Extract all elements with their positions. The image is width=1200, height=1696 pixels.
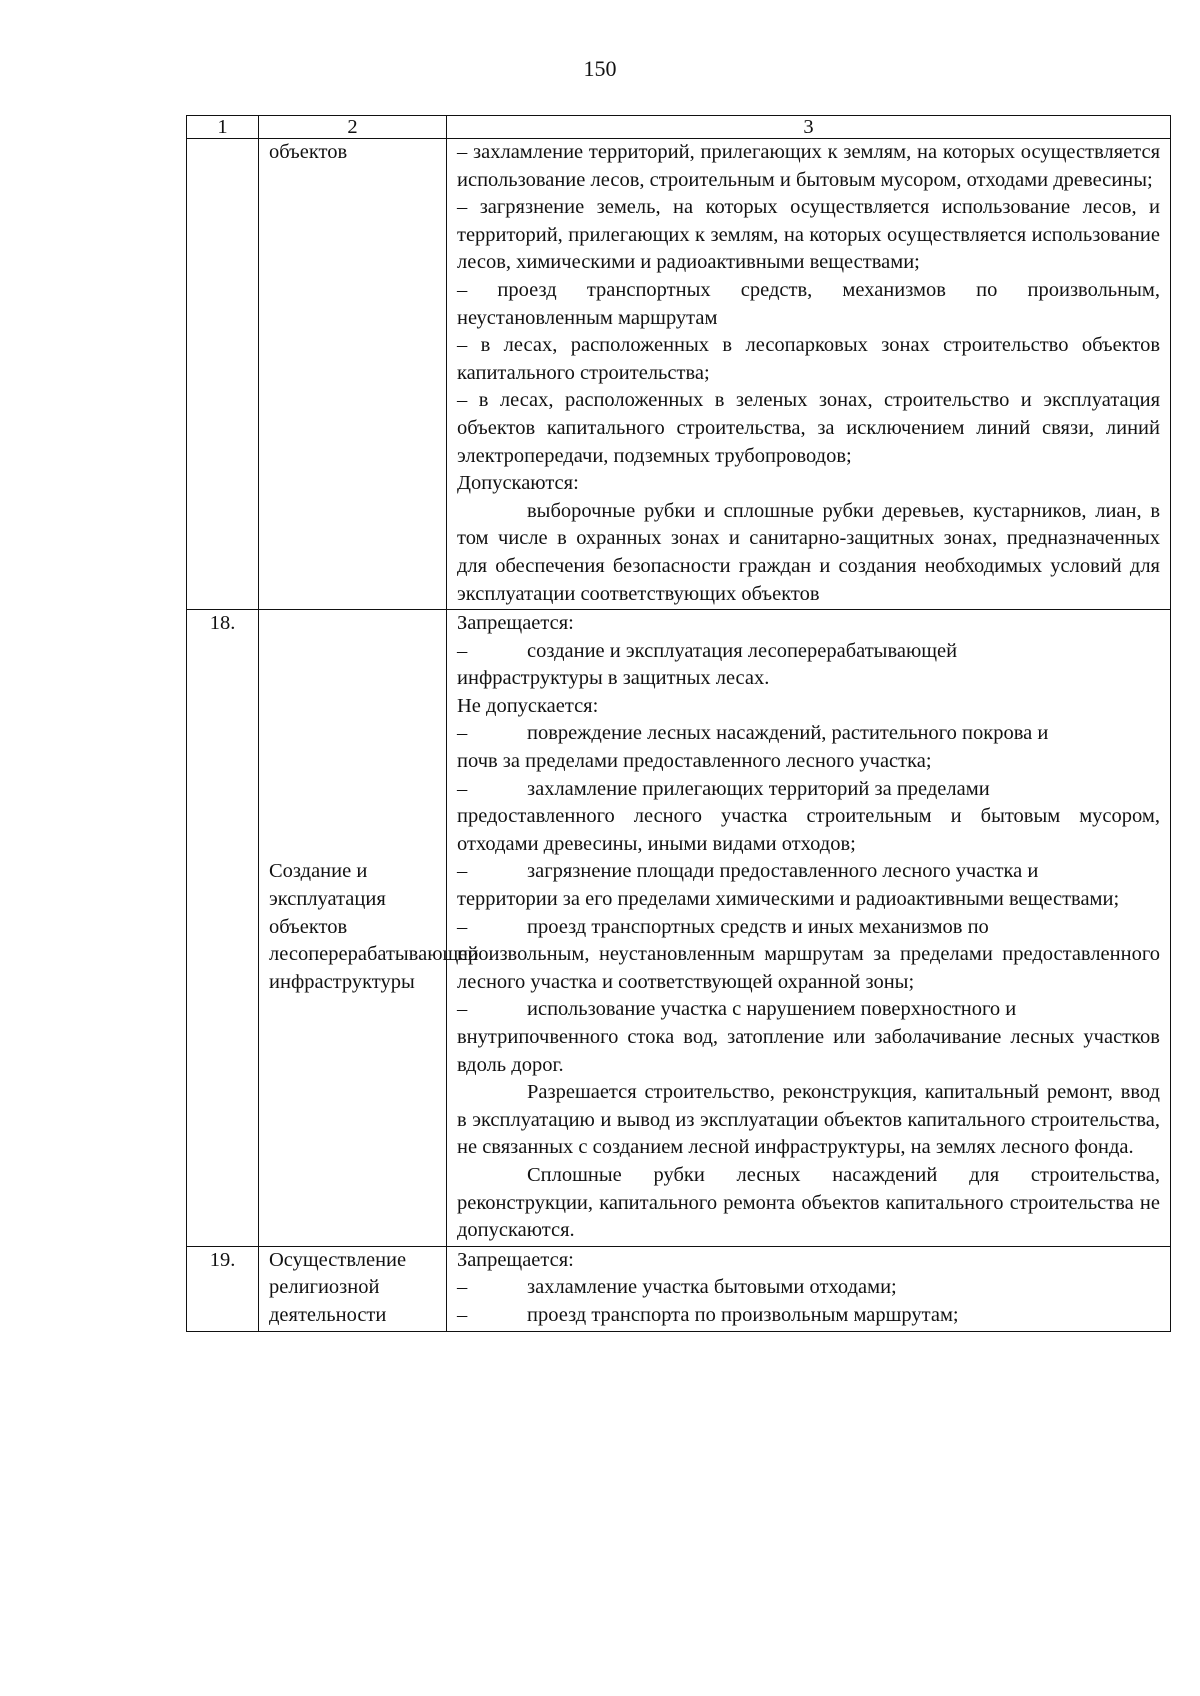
table-row	[187, 139, 1171, 610]
row-number: 18.	[187, 610, 259, 1247]
list-item	[457, 1274, 1160, 1302]
restriction-paragraph: Сплошные рубки лесных насаждений для строительства, реконструкции, капитального ремонта объектов капитального строительства не допускаются.	[457, 1163, 1160, 1242]
list-item-text: захламление прилегающих территорий за пределами	[527, 777, 990, 800]
dash-marker: –	[457, 915, 468, 938]
page-number: 150	[583, 56, 617, 81]
list-item	[457, 858, 1160, 886]
list-item-continuation: территории за его пределами химическими и радиоактивными веществами;	[457, 888, 1120, 911]
restrictions-cell	[447, 1246, 1171, 1331]
list-item	[457, 638, 1160, 666]
regulations-table	[186, 115, 1171, 1332]
list-item	[457, 776, 1160, 804]
activity-name: Осуществление религиозной деятельности	[259, 1246, 447, 1331]
activity-name: Создание и эксплуатация объектов лесоперерабатывающей инфраструктуры	[259, 610, 447, 1247]
row-number: 19.	[187, 1246, 259, 1331]
list-item-text: создание и эксплуатация лесоперерабатывающей	[527, 639, 958, 662]
restriction-paragraph: – захламление территорий, прилегающих к землям, на которых осуществляется использование лесов, строительным и бытовым мусором, отходами древесины;	[457, 141, 1160, 191]
allowed-paragraph: выборочные рубки и сплошные рубки деревьев, кустарников, лиан, в том числе в охранных зонах и санитарно-защитных зонах, предназначенных для обеспечения безопасности граждан и создания необходимых условий для эксплуатации соответствующих объектов	[457, 499, 1160, 605]
column-header: 1	[187, 116, 259, 139]
list-item-text: загрязнение площади предоставленного лесного участка и	[527, 860, 1039, 883]
activity-name: объектов	[259, 139, 447, 610]
dash-marker: –	[457, 860, 468, 883]
not-allowed-label: Не допускается:	[457, 694, 599, 717]
permission-paragraph: Разрешается строительство, реконструкция, капитальный ремонт, ввод в эксплуатацию и вывод из эксплуатации объектов капитального строительства, не связанных с созданием лесной инфраструктуры, на землях лесного фонда.	[457, 1081, 1160, 1159]
list-item-text: захламление участка бытовыми отходами;	[527, 1276, 897, 1299]
list-item-continuation: произвольным, неустановленным маршрутам за пределами предоставленного лесного участка и соответствующей охранной зоны;	[457, 943, 1160, 993]
list-item	[457, 914, 1160, 942]
list-item-continuation: инфраструктуры в защитных лесах.	[457, 667, 770, 690]
restriction-paragraph: – проезд транспортных средств, механизмов по произвольным, неустановленным маршрутам	[457, 278, 1160, 329]
list-item	[457, 1302, 1160, 1330]
list-item-text: использование участка с нарушением поверхностного и	[527, 998, 1017, 1021]
dash-marker: –	[457, 1276, 468, 1299]
list-item-continuation: предоставленного лесного участка строительным и бытовым мусором, отходами древесины, иными видами отходов;	[457, 805, 1160, 855]
column-header: 3	[447, 116, 1171, 139]
list-item-text: повреждение лесных насаждений, растительного покрова и	[527, 722, 1049, 745]
restriction-paragraph: – загрязнение земель, на которых осуществляется использование лесов, и территорий, прилегающих к землям, на которых осуществляется использование лесов, химическими и радиоактивными веществами;	[457, 196, 1160, 274]
restriction-paragraph: – в лесах, расположенных в лесопарковых зонах строительство объектов капитального строительства;	[457, 334, 1160, 384]
dash-marker: –	[457, 1303, 468, 1326]
dash-marker: –	[457, 998, 468, 1021]
table-row	[187, 610, 1171, 1247]
prohibited-label: Запрещается:	[457, 1248, 574, 1271]
list-item	[457, 720, 1160, 748]
prohibited-label: Запрещается:	[457, 612, 574, 635]
list-item	[457, 996, 1160, 1024]
allowed-label: Допускаются:	[457, 472, 579, 495]
row-number	[187, 139, 259, 610]
dash-marker: –	[457, 639, 468, 662]
list-item-continuation: почв за пределами предоставленного лесного участка;	[457, 750, 932, 773]
dash-marker: –	[457, 722, 468, 745]
list-item-continuation: внутрипочвенного стока вод, затопление или заболачивание лесных участков вдоль дорог.	[457, 1026, 1160, 1076]
column-header: 2	[259, 116, 447, 139]
dash-marker: –	[457, 777, 468, 800]
list-item-text: проезд транспорта по произвольным маршрутам;	[527, 1303, 959, 1326]
list-item-text: проезд транспортных средств и иных механизмов по	[527, 915, 989, 938]
table-row	[187, 1246, 1171, 1331]
restrictions-cell	[447, 610, 1171, 1247]
table-header-row	[187, 116, 1171, 139]
restriction-paragraph: – в лесах, расположенных в зеленых зонах, строительство и эксплуатация объектов капитального строительства, за исключением линий связи, линий электропередачи, подземных трубопроводов;	[457, 389, 1160, 467]
restrictions-cell	[447, 139, 1171, 610]
